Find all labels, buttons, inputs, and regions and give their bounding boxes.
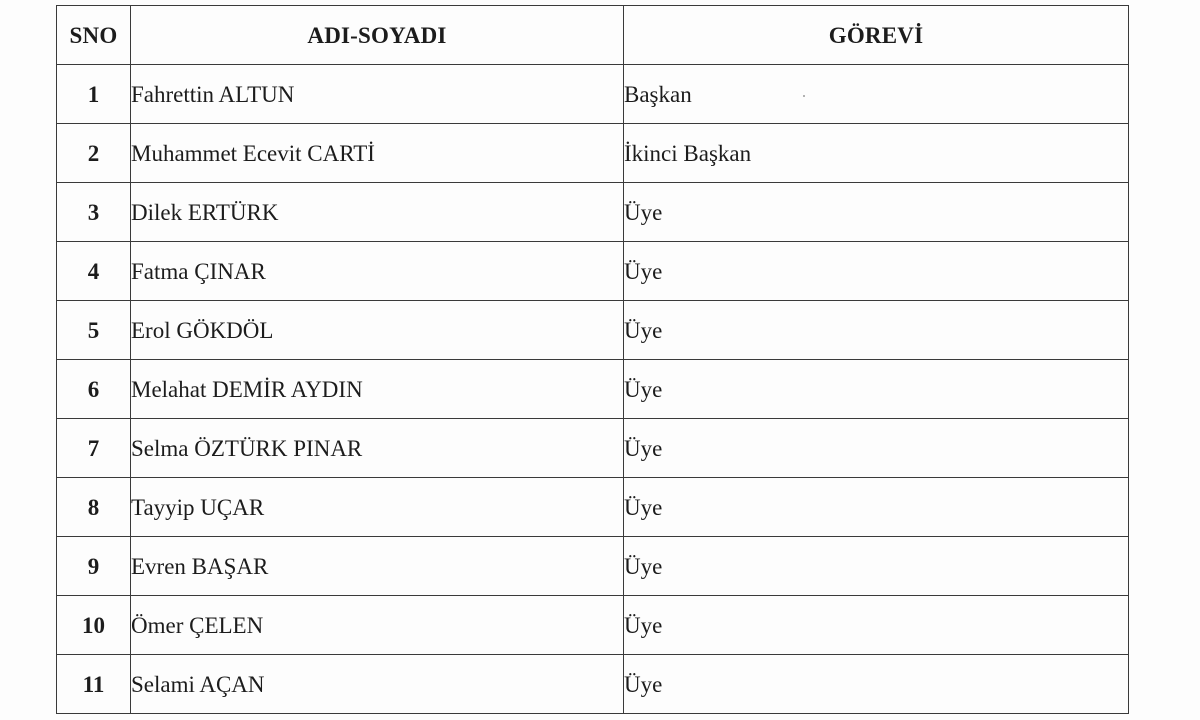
table-row [57, 419, 1129, 478]
header-role: GÖREVİ [624, 6, 1129, 65]
member-role: Üye [624, 242, 1129, 301]
table-body [57, 65, 1129, 714]
table-row [57, 537, 1129, 596]
table-row [57, 65, 1129, 124]
member-name: Erol GÖKDÖL [131, 301, 624, 360]
table-row [57, 596, 1129, 655]
member-name: Dilek ERTÜRK [131, 183, 624, 242]
row-number: 7 [57, 419, 131, 478]
row-number: 5 [57, 301, 131, 360]
header-name: ADI-SOYADI [131, 6, 624, 65]
member-name: Fahrettin ALTUN [131, 65, 624, 124]
table-row [57, 124, 1129, 183]
member-name: Muhammet Ecevit CARTİ [131, 124, 624, 183]
table-header [57, 6, 1129, 65]
member-table [56, 5, 1129, 714]
member-role: Üye [624, 478, 1129, 537]
row-number: 4 [57, 242, 131, 301]
member-role: Üye [624, 596, 1129, 655]
table-row [57, 242, 1129, 301]
table-row [57, 301, 1129, 360]
row-number: 8 [57, 478, 131, 537]
table-row [57, 478, 1129, 537]
member-role: Üye [624, 301, 1129, 360]
header-sno: SNO [57, 6, 131, 65]
table-row [57, 360, 1129, 419]
row-number: 3 [57, 183, 131, 242]
member-name: Fatma ÇINAR [131, 242, 624, 301]
member-name: Selami AÇAN [131, 655, 624, 714]
scan-speck [803, 95, 805, 97]
member-role: Üye [624, 360, 1129, 419]
table-row [57, 655, 1129, 714]
row-number: 2 [57, 124, 131, 183]
member-name: Evren BAŞAR [131, 537, 624, 596]
member-name: Ömer ÇELEN [131, 596, 624, 655]
member-role: Üye [624, 183, 1129, 242]
member-role: Başkan [624, 65, 1129, 124]
row-number: 9 [57, 537, 131, 596]
member-role: Üye [624, 655, 1129, 714]
row-number: 10 [57, 596, 131, 655]
member-role: Üye [624, 419, 1129, 478]
member-name: Melahat DEMİR AYDIN [131, 360, 624, 419]
header-row [57, 6, 1129, 65]
row-number: 11 [57, 655, 131, 714]
member-name: Tayyip UÇAR [131, 478, 624, 537]
row-number: 1 [57, 65, 131, 124]
member-role: İkinci Başkan [624, 124, 1129, 183]
row-number: 6 [57, 360, 131, 419]
member-role: Üye [624, 537, 1129, 596]
member-name: Selma ÖZTÜRK PINAR [131, 419, 624, 478]
table-row [57, 183, 1129, 242]
